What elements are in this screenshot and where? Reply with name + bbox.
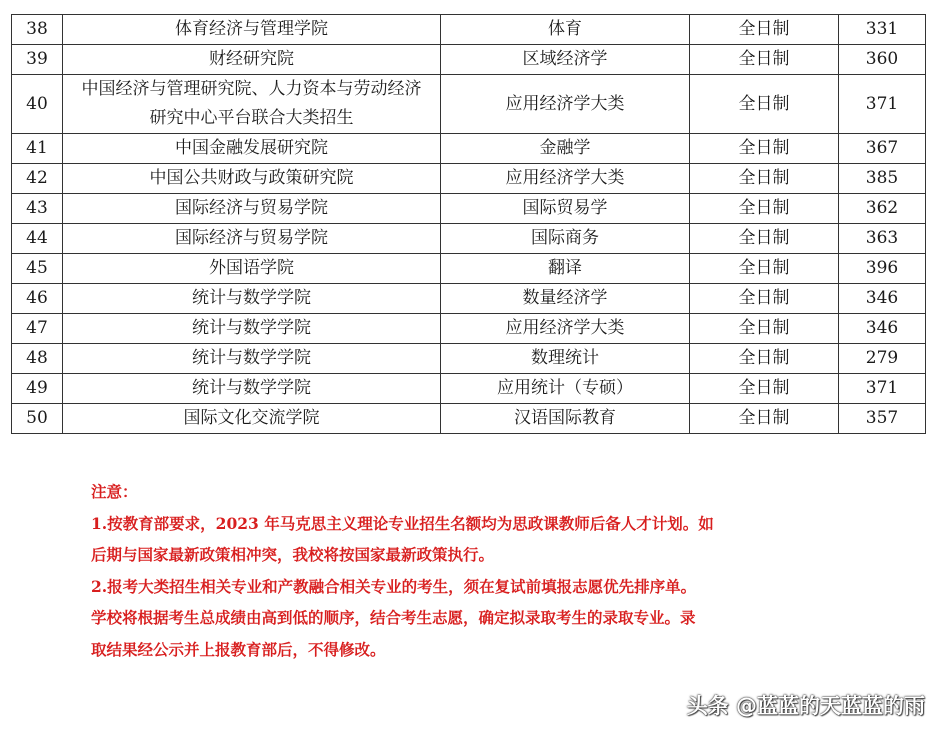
study-type: 全日制: [690, 404, 839, 434]
score: 331: [839, 15, 926, 45]
table-row: [12, 134, 926, 164]
college-name-line: 研究中心平台联合大类招生: [149, 108, 354, 128]
major-name: 应用经济学大类: [441, 314, 690, 344]
score: 362: [839, 194, 926, 224]
college-name: [63, 15, 441, 45]
row-number: 38: [12, 15, 63, 45]
college-name-line: 财经研究院: [209, 49, 294, 69]
score: 371: [839, 75, 926, 134]
college-name-line: 统计与数学学院: [192, 288, 311, 308]
table-row: [12, 374, 926, 404]
major-name: 汉语国际教育: [441, 404, 690, 434]
table-row: [12, 45, 926, 75]
score: 279: [839, 344, 926, 374]
study-type: 全日制: [690, 164, 839, 194]
table-row: [12, 404, 926, 434]
study-type: 全日制: [690, 224, 839, 254]
table-row: [12, 75, 926, 134]
row-number: 45: [12, 254, 63, 284]
major-name: 国际贸易学: [441, 194, 690, 224]
row-number: 50: [12, 404, 63, 434]
study-type: 全日制: [690, 75, 839, 134]
major-name: 区域经济学: [441, 45, 690, 75]
college-name-line: 中国金融发展研究院: [175, 138, 328, 158]
note-2-line-2: 学校将根据考生总成绩由高到低的顺序，结合考生志愿，确定拟录取考生的录取专业。录: [91, 608, 696, 628]
major-name: 应用统计（专硕）: [441, 374, 690, 404]
table-body: [12, 15, 926, 434]
college-name: [63, 314, 441, 344]
major-name: 应用经济学大类: [441, 75, 690, 134]
study-type: 全日制: [690, 284, 839, 314]
college-name-line: 统计与数学学院: [192, 348, 311, 368]
table-row: [12, 224, 926, 254]
watermark: 头条 @蓝蓝的天蓝蓝的雨: [686, 694, 925, 718]
college-name-line: 国际经济与贸易学院: [175, 228, 328, 248]
college-name-line: 国际文化交流学院: [183, 408, 320, 428]
study-type: 全日制: [690, 15, 839, 45]
college-name: [63, 134, 441, 164]
score: 363: [839, 224, 926, 254]
table-row: [12, 344, 926, 374]
score: 385: [839, 164, 926, 194]
table-row: [12, 164, 926, 194]
study-type: 全日制: [690, 254, 839, 284]
row-number: 40: [12, 75, 63, 134]
study-type: 全日制: [690, 134, 839, 164]
college-name: [63, 404, 441, 434]
note-2-line-3: 取结果经公示并上报教育部后，不得修改。: [91, 639, 386, 659]
major-name: 翻译: [441, 254, 690, 284]
college-name: [63, 194, 441, 224]
score: 360: [839, 45, 926, 75]
study-type: 全日制: [690, 45, 839, 75]
college-name: [63, 344, 441, 374]
college-name-line: 统计与数学学院: [192, 378, 311, 398]
major-name: 数理统计: [441, 344, 690, 374]
row-number: 49: [12, 374, 63, 404]
college-name-line: 统计与数学学院: [192, 318, 311, 338]
row-number: 46: [12, 284, 63, 314]
notes-heading: 注意：: [91, 482, 138, 501]
college-name-line: 外国语学院: [209, 258, 294, 278]
score: 367: [839, 134, 926, 164]
college-name: [63, 75, 441, 134]
row-number: 48: [12, 344, 63, 374]
major-name: 应用经济学大类: [441, 164, 690, 194]
major-name: 金融学: [441, 134, 690, 164]
score: 346: [839, 284, 926, 314]
college-name: [63, 164, 441, 194]
study-type: 全日制: [690, 344, 839, 374]
major-name: 体育: [441, 15, 690, 45]
row-number: 44: [12, 224, 63, 254]
study-type: 全日制: [690, 194, 839, 224]
major-name: 国际商务: [441, 224, 690, 254]
college-name-line: 体育经济与管理学院: [175, 19, 328, 39]
table-row: [12, 254, 926, 284]
notes-section: [91, 476, 871, 666]
admission-score-table: [11, 14, 926, 434]
table-row: [12, 194, 926, 224]
table-row: [12, 284, 926, 314]
college-name: [63, 224, 441, 254]
college-name: [63, 254, 441, 284]
row-number: 41: [12, 134, 63, 164]
score: 346: [839, 314, 926, 344]
score: 357: [839, 404, 926, 434]
note-1-line-1: 1.按教育部要求，2023 年马克思主义理论专业招生名额均为思政课教师后备人才计划。如: [91, 513, 714, 533]
college-name-line: 国际经济与贸易学院: [175, 198, 328, 218]
score: 371: [839, 374, 926, 404]
college-name-line: 中国公共财政与政策研究院: [149, 168, 354, 188]
note-1-line-2: 后期与国家最新政策相冲突，我校将按国家最新政策执行。: [91, 545, 495, 565]
row-number: 47: [12, 314, 63, 344]
college-name: [63, 374, 441, 404]
major-name: 数量经济学: [441, 284, 690, 314]
table-row: [12, 15, 926, 45]
college-name: [63, 45, 441, 75]
study-type: 全日制: [690, 314, 839, 344]
row-number: 39: [12, 45, 63, 75]
row-number: 43: [12, 194, 63, 224]
row-number: 42: [12, 164, 63, 194]
college-name: [63, 284, 441, 314]
note-2-line-1: 2.报考大类招生相关专业和产教融合相关专业的考生，须在复试前填报志愿优先排序单。: [91, 576, 697, 596]
study-type: 全日制: [690, 374, 839, 404]
college-name-line: 中国经济与管理研究院、人力资本与劳动经济: [81, 79, 422, 99]
table-row: [12, 314, 926, 344]
score: 396: [839, 254, 926, 284]
